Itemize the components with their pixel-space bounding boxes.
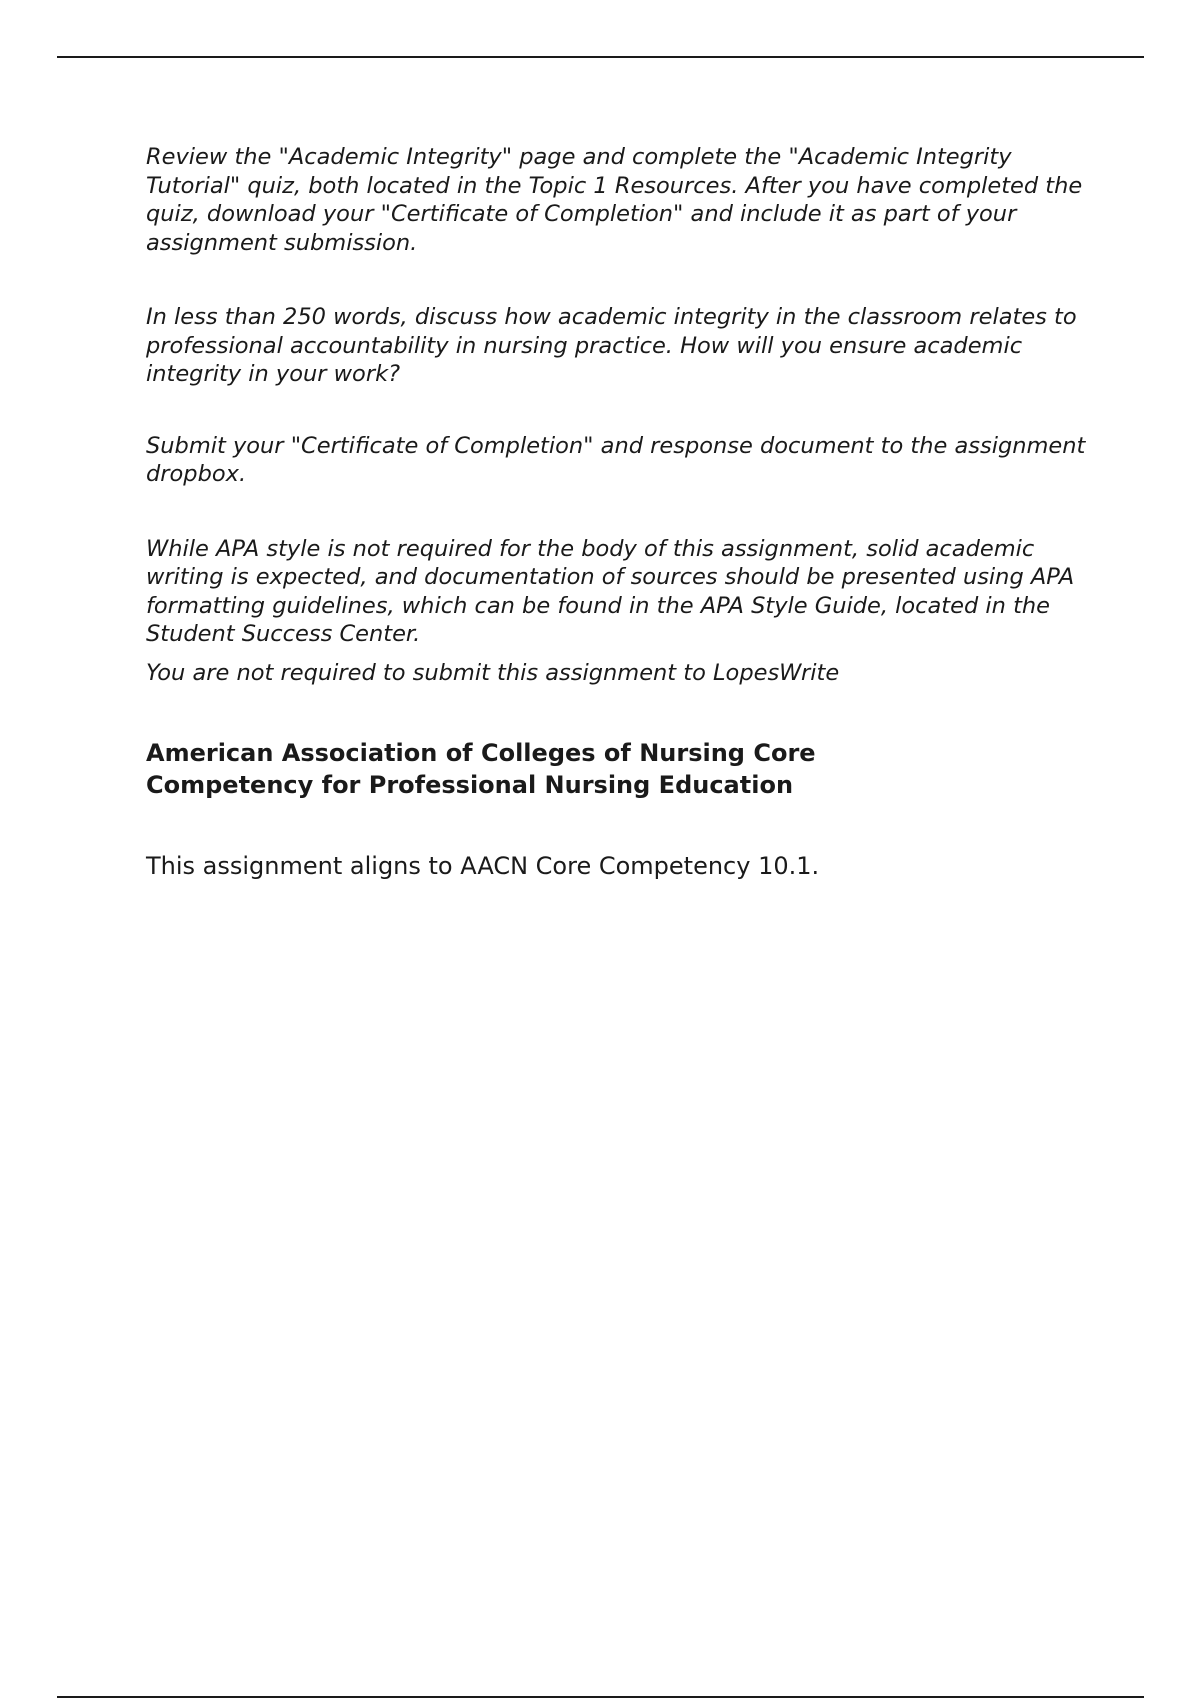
instructions-paragraph: Review the "Academic Integrity" page and complete the "Academic Integrity Tutorial" quiz, both located in the Topic 1 Resources. After you have completed the quiz, download your "Certificate of Completion" and include it as part of your assignment submission.	[146, 144, 1083, 256]
lopeswrite-note: You are not required to submit this assignment to LopesWrite	[146, 659, 840, 686]
top-divider	[57, 56, 1144, 58]
bottom-divider	[57, 1696, 1144, 1698]
submission-paragraph: Submit your "Certificate of Completion" and response document to the assignment dropbox.	[146, 432, 1086, 487]
document-body	[146, 143, 1096, 881]
section-heading: American Association of Colleges of Nursing Core Competency for Professional Nursing Education	[146, 739, 816, 799]
apa-style-paragraph: While APA style is not required for the body of this assignment, solid academic writing is expected, and documentation of sources should be presented using APA formatting guidelines, which can be found in the APA Style Guide, located in the Student Success Center.	[146, 535, 1075, 647]
competency-alignment-text: This assignment aligns to AACN Core Competency 10.1.	[146, 852, 820, 880]
discussion-prompt-paragraph: In less than 250 words, discuss how academic integrity in the classroom relates to professional accountability in nursing practice. How will you ensure academic integrity in your work?	[146, 304, 1077, 387]
